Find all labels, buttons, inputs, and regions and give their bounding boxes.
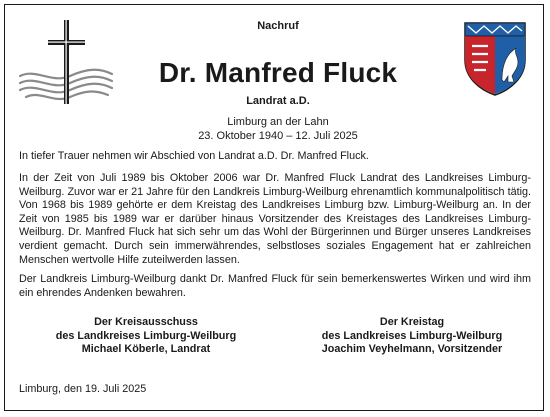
signature-name: Michael Köberle, Landrat: [81, 343, 211, 356]
signature-line: Der Kreisausschuss: [94, 316, 198, 328]
signature-block-kreistag: [292, 316, 532, 357]
signature-block-kreisausschuss: [26, 316, 266, 357]
thanks-paragraph: Der Landkreis Limburg-Weilburg dankt Dr. Manfred Fluck für sein bemerkenswertes Wirken und wird ihm ein ehrendes Andenken bewahren.: [19, 273, 531, 299]
place-and-date: Limburg, den 19. Juli 2025: [19, 383, 147, 395]
signature-line: des Landkreises Limburg-Weilburg: [55, 329, 237, 342]
life-dates: 23. Oktober 1940 – 12. Juli 2025: [198, 130, 358, 142]
cross-icon: [18, 18, 114, 106]
coat-of-arms-icon: [464, 22, 526, 96]
deceased-role: Landrat a.D.: [246, 95, 310, 107]
place-of-residence: Limburg an der Lahn: [227, 116, 329, 128]
obituary-label: Nachruf: [257, 20, 299, 32]
deceased-name: Dr. Manfred Fluck: [158, 57, 398, 88]
signature-name: Joachim Veyhelmann, Vorsitzender: [321, 343, 503, 356]
signature-line: Der Kreistag: [379, 316, 445, 328]
intro-paragraph: In tiefer Trauer nehmen wir Abschied von Landrat a.D. Dr. Manfred Fluck.: [19, 150, 369, 162]
biography-paragraph: In der Zeit von Juli 1989 bis Oktober 2006 war Dr. Manfred Fluck Landrat des Landkreises Limburg-Weilburg. Zuvor war er 21 Jahre für den Landkreis Limburg-Weilburg ehrenamtlich kommunalpolitisch tätig. Von 1968 bis 1989 gehörte er dem Kreistag des Landkreises Limburg bzw. Limburg-Weilburg an. In der Zeit von 1985 bis 1989 war er darüber hinaus Vorsitzender des Kreistages des Landkreises Limburg-Weilburg. Dr. Manfred Fluck hat sich sehr um das Wohl der Bürgerinnen und Bürger unseres Landkreises verdient gemacht. Durch sein immerwährendes, selbstloses soziales Engagement hat er zahlreichen Menschen wertvolle Hilfe zuteilwerden lassen.: [19, 172, 531, 266]
signature-line: des Landkreises Limburg-Weilburg: [321, 329, 503, 342]
